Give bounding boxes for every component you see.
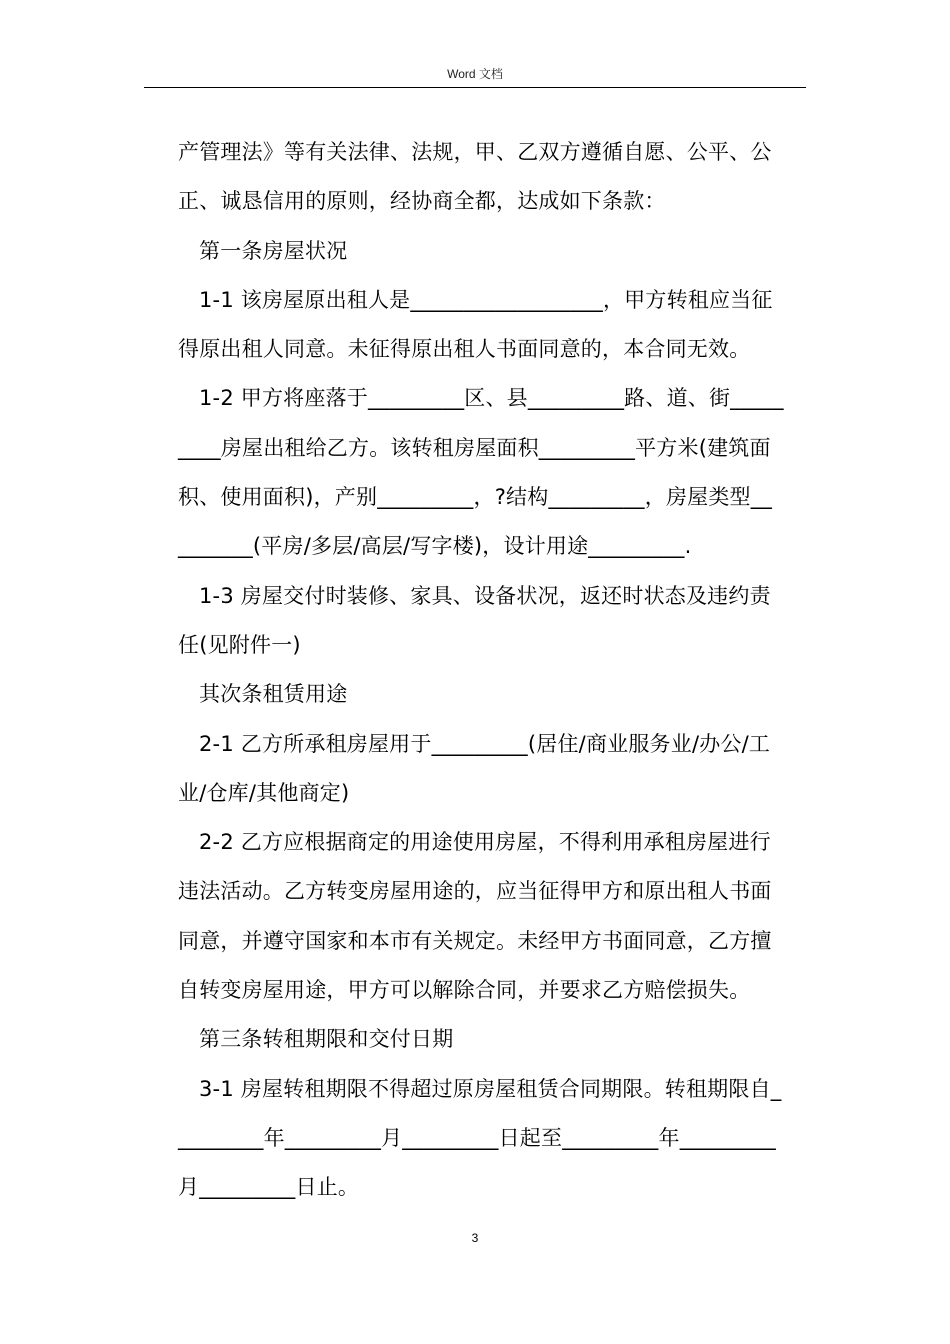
paragraph-line: 产管理法》等有关法律、法规，甲、乙双方遵循自愿、公平、公: [178, 140, 772, 164]
section-heading: 第一条房屋状况: [199, 238, 348, 263]
paragraph-line: 自转变房屋用途，甲方可以解除合同，并要求乙方赔偿损失。: [178, 978, 751, 1003]
page-header-title: Word 文档: [447, 67, 503, 81]
paragraph-line: 积、使用面积)，产别_________，?结构_________，房屋类型__: [178, 485, 773, 510]
paragraph-line: 同意，并遵守国家和本市有关规定。未经甲方书面同意，乙方擅: [178, 928, 772, 953]
paragraph-line: 1-2 甲方将座落于_________区、县_________路、道、街_____: [199, 386, 784, 411]
paragraph-line: 1-1 该房屋原出租人是__________________，甲方转租应当征: [199, 287, 773, 312]
paragraph-line: 任(见附件一): [178, 632, 301, 657]
paragraph-line: ________年_________月_________日起至_________年_________: [178, 1125, 776, 1150]
paragraph-line: 2-1 乙方所承租房屋用于_________(居住/商业服务业/办公/工: [199, 731, 771, 756]
paragraph-line: 2-2 乙方应根据商定的用途使用房屋，不得利用承租房屋进行: [199, 830, 771, 855]
document-body: [178, 128, 808, 1213]
section-heading: 第三条转租期限和交付日期: [199, 1027, 454, 1052]
paragraph-line: 月_________日止。: [178, 1175, 360, 1200]
paragraph-line: 业/仓库/其他商定): [178, 780, 350, 805]
section-heading: 其次条租赁用途: [199, 682, 348, 707]
header-divider: [144, 87, 806, 88]
paragraph-line: 1-3 房屋交付时装修、家具、设备状况，返还时状态及违约责: [199, 583, 771, 608]
page-number: 3: [471, 1231, 479, 1245]
paragraph-line: 3-1 房屋转租期限不得超过原房屋租赁合同期限。转租期限自_: [199, 1076, 782, 1101]
paragraph-line: 违法活动。乙方转变房屋用途的，应当征得甲方和原出租人书面: [178, 879, 772, 904]
paragraph-line: 正、诚恳信用的原则，经协商全都，达成如下条款：: [178, 189, 666, 214]
paragraph-line: 得原出租人同意。未征得原出租人书面同意的，本合同无效。: [178, 337, 751, 362]
paragraph-line: _______(平房/多层/高层/写字楼)，设计用途_________.: [178, 534, 692, 559]
paragraph-line: ____房屋出租给乙方。该转租房屋面积_________平方米(建筑面: [178, 435, 771, 460]
